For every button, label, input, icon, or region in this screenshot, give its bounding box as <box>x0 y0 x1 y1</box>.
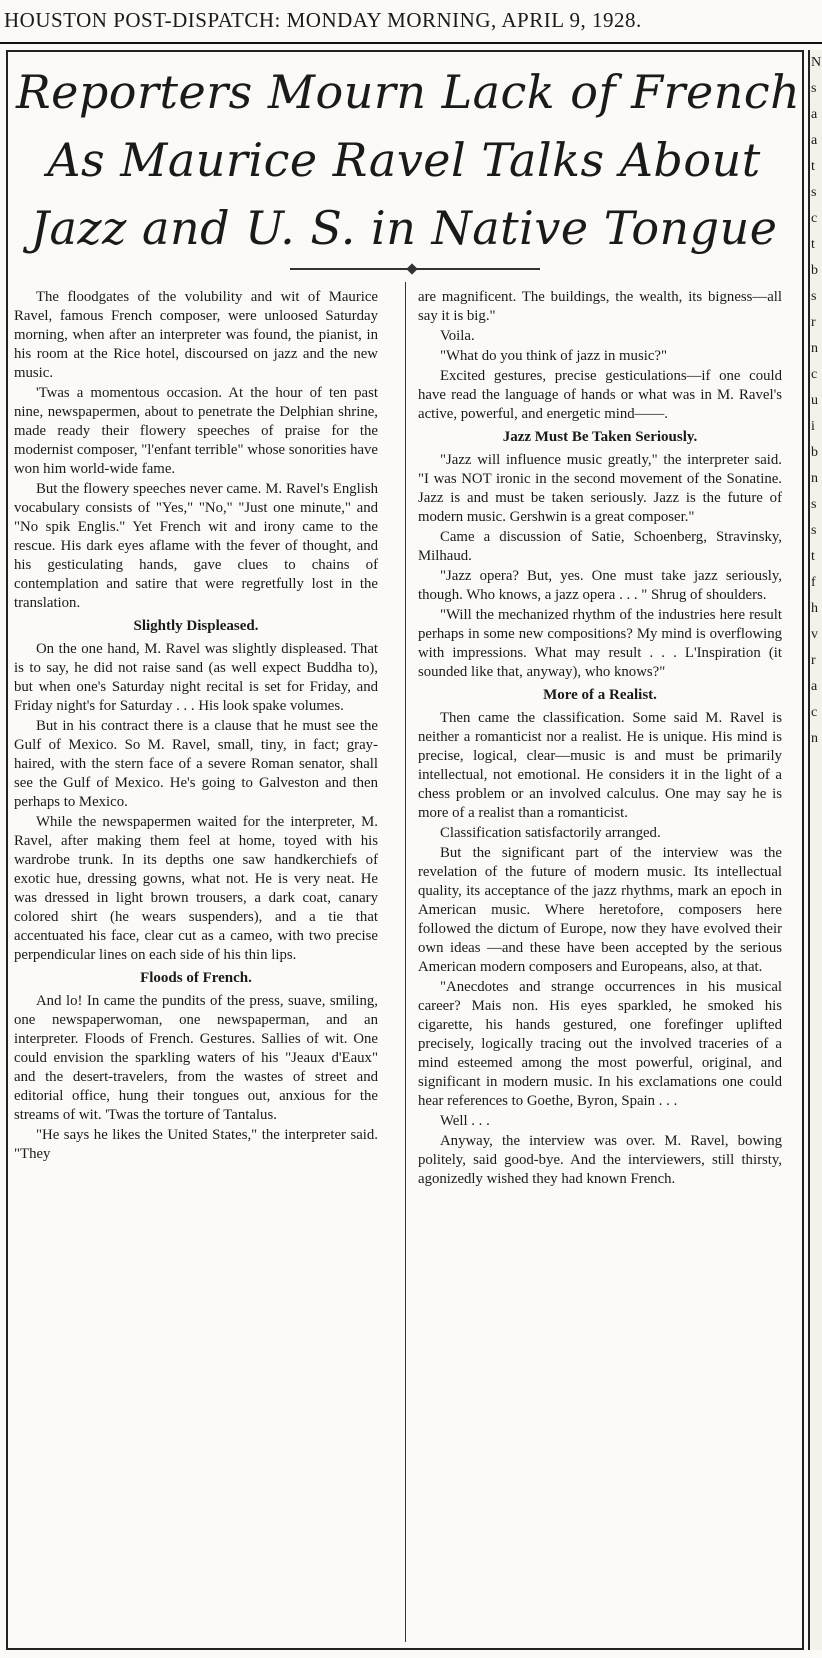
paragraph: Then came the classification. Some said M. Ravel is neither a romanticist nor a realist. He is unique. His mind is precise, logical, clear—music is and must be primarily intellectual, not emotional. He considers it in the light of a chess problem or an involved calculus. One may say he is more of a realist than a romanticist. <box>418 710 782 821</box>
edge-char: r <box>811 653 816 668</box>
edge-char: c <box>811 367 818 382</box>
edge-char: a <box>811 107 818 122</box>
masthead-rule <box>0 42 822 44</box>
edge-char: b <box>811 263 818 278</box>
column-divider <box>405 282 406 1642</box>
paragraph: 'Twas a momentous occasion. At the hour of ten past nine, newspapermen, about to penetrate the Delphian shrine, made ready their flowery speeches of praise for the modernist composer, "l'enfant terrible" whose sonorities have won him world-wide fame. <box>14 385 378 477</box>
paragraph: Voila. <box>440 328 475 344</box>
paragraph: While the newspapermen waited for the interpreter, M. Ravel, after making them feel at home, toyed with his wardrobe trunk. In its depths one saw handkerchiefs of exotic hue, dressing gowns, what not. He is very neat. He was dressed in light brown trousers, a dark coat, canary colored shirt (he wears suspenders), and a tie that accentuated his face, clear cut as a cameo, with two precise perpendicular lines on each side of his thin lips. <box>14 814 378 963</box>
paragraph: "Anecdotes and strange occurrences in his musical career? Mais non. His eyes sparkled, he smoked his cigarette, his hands gestured, one forefinger uplifted precisely, logically tracing out the involved traceries of a mind esteemed among the most powerful, original, and significant in modern music. In his exclamations one could hear references to Goethe, Byron, Spain . . . <box>418 979 782 1109</box>
edge-char: s <box>811 523 817 538</box>
headline-line-3: Jazz and U. S. in Native Tongue <box>30 201 778 255</box>
paragraph: Came a discussion of Satie, Schoenberg, Stravinsky, Milhaud. <box>418 529 782 564</box>
paragraph: "Will the mechanized rhythm of the industries here result perhaps in some new compositions? My mind is overflowing with impressions. What may result . . . L'Inspiration (it sounded like that, anyway), who knows?" <box>418 607 782 680</box>
edge-char: n <box>811 471 818 486</box>
paragraph: "Jazz opera? But, yes. One must take jazz seriously, though. Who knows, a jazz opera . . . " Shrug of shoulders. <box>418 568 782 603</box>
subhead-slightly-displeased: Slightly Displeased. <box>133 618 259 634</box>
edge-char: t <box>811 237 815 252</box>
edge-char: c <box>811 705 818 720</box>
edge-char: h <box>811 601 818 616</box>
edge-char: s <box>811 81 817 96</box>
edge-char: s <box>811 497 817 512</box>
edge-char: r <box>811 315 816 330</box>
edge-char: v <box>811 627 818 642</box>
paragraph: Excited gestures, precise gesticulations—if one could have read the language of hands or what was in M. Ravel's active, powerful, and energetic mind——. <box>418 368 782 422</box>
edge-char: c <box>811 211 818 226</box>
paragraph: And lo! In came the pundits of the press, suave, smiling, one newspaperwoman, one newspaperman, and an interpreter. Floods of French. Gestures. Sallies of wit. One could envision the sparkling waters of his "Jeaux d'Eaux" and the desert-travelers, from the wastes of street and editorial office, hung their tongues out, anxious for the streams of wit. 'Twas the torture of Tantalus. <box>14 993 378 1123</box>
edge-char: n <box>811 341 818 356</box>
paragraph: But the significant part of the interview was the revelation of the future of modern music. Its intellectual quality, its acceptance of the jazz rhythms, mark an epoch in American music. Where heretofore, composers here followed the dictum of Europe, now they have evolved their own ideas —and these have been accepted by the serious American modern composers and Europeans, also, at that. <box>418 845 782 975</box>
paragraph: On the one hand, M. Ravel was slightly displeased. That is to say, he did not raise sand (as well expect Buddha to), but when one's Saturday night recital is set for Friday, and Friday night's for Saturday . . . His look spake volumes. <box>14 641 378 714</box>
adjacent-column-edge <box>808 50 822 1650</box>
masthead: HOUSTON POST-DISPATCH: MONDAY MORNING, APRIL 9, 1928. <box>4 7 642 32</box>
paragraph: But in his contract there is a clause that he must see the Gulf of Mexico. So M. Ravel, small, tiny, in fact; gray-haired, with the stern face of a severe Roman senator, shall see the Gulf of Mexico. He's going to Galveston and then perhaps to Mexico. <box>14 718 378 810</box>
paragraph: are magnificent. The buildings, the wealth, its bigness—all say it is big." <box>418 289 782 324</box>
edge-char: f <box>811 575 816 590</box>
edge-char: t <box>811 549 815 564</box>
paragraph: The floodgates of the volubility and wit of Maurice Ravel, famous French composer, were unloosed Saturday morning, when after an interpreter was found, the pianist, in his room at the Rice hotel, discoursed on jazz and the new music. <box>14 289 378 381</box>
paragraph: "What do you think of jazz in music?" <box>440 348 667 364</box>
paragraph: Well . . . <box>440 1113 490 1129</box>
edge-char: n <box>811 731 818 746</box>
edge-char: i <box>811 419 815 434</box>
paragraph: "He says he likes the United States," the interpreter said. "They <box>14 1127 378 1162</box>
paragraph: Anyway, the interview was over. M. Ravel, bowing politely, said good-bye. And the interviewers, still thirsty, agonizedly wished they had known French. <box>418 1133 782 1187</box>
right-column <box>418 288 782 1190</box>
edge-char: a <box>811 133 818 148</box>
subhead-more-of-a-realist: More of a Realist. <box>543 687 657 703</box>
edge-char: s <box>811 289 817 304</box>
edge-char: u <box>811 393 818 408</box>
edge-char: N <box>811 55 822 70</box>
edge-char: a <box>811 679 818 694</box>
headline-line-1: Reporters Mourn Lack of French <box>16 65 801 119</box>
left-column <box>14 288 378 1165</box>
paragraph: But the flowery speeches never came. M. Ravel's English vocabulary consists of "Yes," "No," "Just one minute," and "No spik Englis." Yet French wit and irony came to the rescue. His dark eyes aflame with the fever of thought, and his gesticulating hands, gave clues to chains of contemplation and satire that were regretfully lost in the translation. <box>14 481 378 611</box>
headline-divider <box>290 268 540 270</box>
edge-char: b <box>811 445 818 460</box>
edge-char: t <box>811 159 815 174</box>
paragraph: "Jazz will influence music greatly," the interpreter said. "I was NOT ironic in the second movement of the Sonatine. Jazz is and must be taken seriously. Jazz is the future of modern music. Gershwin is a great composer." <box>418 452 782 525</box>
subhead-jazz-seriously: Jazz Must Be Taken Seriously. <box>502 429 698 445</box>
headline <box>16 58 801 262</box>
paragraph: Classification satisfactorily arranged. <box>440 825 661 841</box>
edge-char: s <box>811 185 817 200</box>
subhead-floods-of-french: Floods of French. <box>140 970 252 986</box>
headline-line-2: As Maurice Ravel Talks About <box>47 133 761 187</box>
